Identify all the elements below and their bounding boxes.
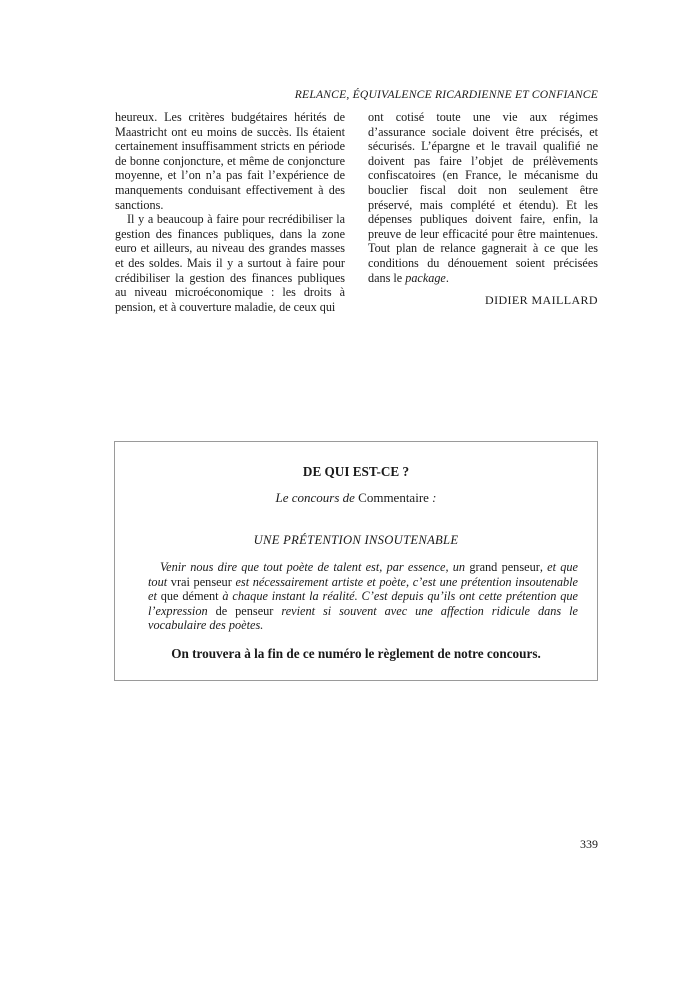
contest-box — [114, 441, 598, 681]
contest-subtitle — [115, 490, 597, 506]
quote-paragraph — [148, 560, 578, 633]
quote-roman-word: vrai penseur — [170, 574, 232, 589]
subtitle-italic: Le concours de — [275, 490, 355, 505]
subtitle-colon: : — [432, 490, 437, 505]
contest-quote — [148, 560, 578, 633]
article-paragraph: heureux. Les critères budgétaires hérités de Maastricht ont eu moins de succès. Ils étaient certainement insuffisamment stricts en période de bonne conjoncture, et même de conjoncture moyenne, et l’on n’a pas fait l’expérience de manquements conduisant effectivement à des sanctions. — [115, 110, 345, 212]
page-number: 339 — [580, 837, 598, 851]
italic-term: package — [405, 270, 446, 285]
quote-roman-word: que dément — [160, 589, 219, 604]
quote-text: à chaque instant la réalité. C’est depuis qu’ils ont cette prétention que l’expression — [148, 589, 578, 618]
punctuation: . — [445, 270, 449, 285]
article-paragraph — [368, 110, 598, 285]
quote-text: revient si souvent avec une affection ridicule dans le vocabulaire des poètes. — [148, 603, 579, 633]
quote-text: Venir nous dire que tout poète de talent est, par essence, un — [160, 560, 466, 574]
journal-name: Commentaire — [358, 490, 429, 505]
article-left-column — [115, 110, 345, 314]
article-paragraph: Il y a beaucoup à faire pour recrédibiliser la gestion des finances publiques, dans la zone euro et ailleurs, au niveau des grandes masses et des soldes. Mais il y a surtout à faire pour crédibiliser la gestion des finances publiques au niveau microéconomique : les droits à pension, et à couverture maladie, de ceux qui — [115, 212, 345, 314]
quote-roman-word: de penseur — [215, 603, 274, 618]
quote-text: , et que tout — [148, 560, 578, 589]
quote-roman-word: grand penseur — [469, 560, 540, 574]
running-header: RELANCE, ÉQUIVALENCE RICARDIENNE ET CONFIANCE — [294, 88, 598, 101]
paragraph-text: ont cotisé toute une vie aux régimes d’assurance sociale doivent être précisés, et sécurisés. L’épargne et le travail qualifié ne doivent pas faire l’objet de prélèvements confiscatoires (en France, le mécanisme du bouclier fiscal doit non seulement être préservé, mais complété et étendu). Et les dépenses publiques doivent faire, enfin, la preuve de leur efficacité pour être maintenues. Tout plan de relance gagnerait à ce que les conditions du dénouement soient précisées dans le — [368, 110, 598, 285]
quote-heading: UNE PRÉTENTION INSOUTENABLE — [253, 533, 459, 547]
contest-title: DE QUI EST-CE ? — [302, 464, 410, 479]
contest-footer: On trouvera à la fin de ce numéro le règlement de notre concours. — [171, 646, 541, 661]
quote-text: est nécessairement artiste et poète, c’est une prétention insoutenable et — [148, 574, 579, 604]
article-right-column — [368, 110, 598, 308]
author-signature: DIDIER MAILLARD — [485, 293, 598, 308]
